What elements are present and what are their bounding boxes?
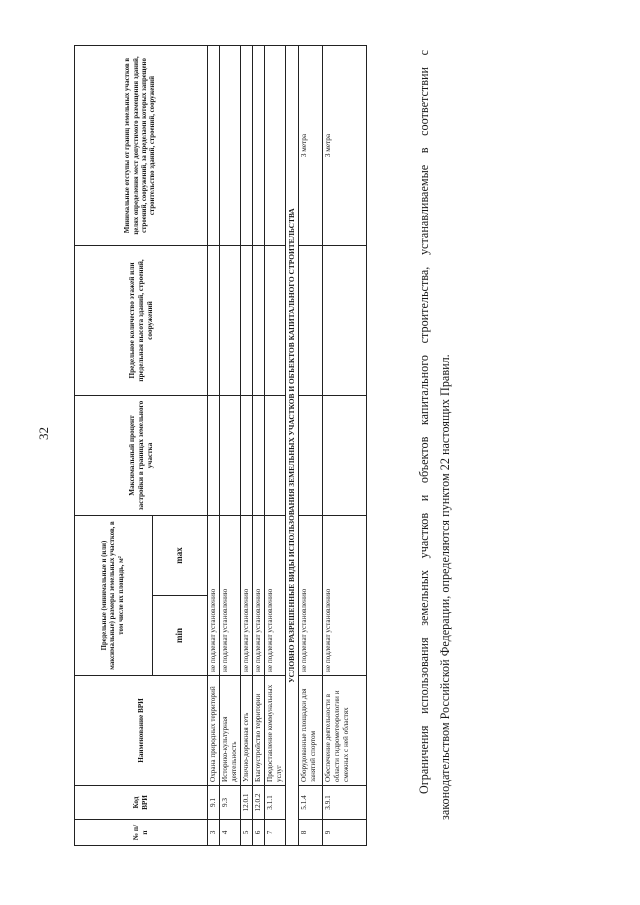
row-floors: [265, 246, 286, 396]
row-code: 9.3: [220, 786, 241, 820]
row-sizes: не подлежат установлению: [220, 516, 241, 676]
page-number: 32: [36, 427, 51, 440]
row-sizes: не подлежат установлению: [323, 516, 367, 676]
row-code: 5.1.4: [299, 786, 323, 820]
header-code: Код ВРИ: [75, 786, 208, 820]
row-setbacks: [208, 46, 220, 246]
row-percent: [241, 396, 253, 516]
row-percent: [220, 396, 241, 516]
row-floors: [299, 246, 323, 396]
row-sizes: не подлежат установлению: [265, 516, 286, 676]
row-setbacks: 3 метра: [299, 46, 323, 246]
section-row: [286, 46, 299, 846]
header-floors: Предельное количество этажей или предельная высота зданий, строений, сооружений: [75, 246, 208, 396]
row-floors: [208, 246, 220, 396]
row-code: 3.1.1: [265, 786, 286, 820]
row-floors: [253, 246, 265, 396]
table-row: [299, 46, 323, 846]
row-sizes: не подлежат установлению: [299, 516, 323, 676]
row-name: Историко-культурная деятельность: [220, 676, 241, 786]
row-sizes: не подлежат установлению: [208, 516, 220, 676]
row-name: Улично-дорожная сеть: [241, 676, 253, 786]
row-percent: [208, 396, 220, 516]
header-sizes: Предельные (минимальные и (или) максимальные) размеры земельных участков, в том числе их площадь, м²: [75, 516, 153, 676]
header-name: Наименование ВРИ: [75, 676, 208, 786]
table-row: [241, 46, 253, 846]
row-setbacks: [241, 46, 253, 246]
table-row: [220, 46, 241, 846]
table-row: [265, 46, 286, 846]
row-code: 12.0.2: [253, 786, 265, 820]
header-max: max: [153, 516, 208, 596]
row-num: 9: [323, 820, 367, 846]
row-floors: [241, 246, 253, 396]
row-floors: [323, 246, 367, 396]
row-code: 12.0.1: [241, 786, 253, 820]
row-code: 9.1: [208, 786, 220, 820]
row-num: 8: [299, 820, 323, 846]
row-num: 7: [265, 820, 286, 846]
row-name: Благоустройство территории: [253, 676, 265, 786]
row-name: Охрана природных территорий: [208, 676, 220, 786]
header-min: min: [153, 596, 208, 676]
row-num: 3: [208, 820, 220, 846]
header-percent: Максимальный процент застройки в границах земельного участка: [75, 396, 208, 516]
section-title: УСЛОВНО РАЗРЕШЕННЫЕ ВИДЫ ИСПОЛЬЗОВАНИЯ ЗЕМЕЛЬНЫХ УЧАСТКОВ И ОБЪЕКТОВ КАПИТАЛЬНОГО СТРОИТЕЛЬСТВА: [286, 46, 299, 846]
footnote-paragraph: [414, 50, 456, 820]
row-sizes: не подлежат установлению: [253, 516, 265, 676]
rotated-page: [22, 30, 622, 860]
footnote-text: Ограничения использования земельных участков и объектов капитального строительства, устанавливаемые в соответствии с законодательством Российской Федерации, определяются пунктом 22 настоящих Правил.: [417, 50, 452, 820]
row-setbacks: 3 метра: [323, 46, 367, 246]
row-num: 4: [220, 820, 241, 846]
table-row: [323, 46, 367, 846]
row-name: Обеспечение деятельности в области гидрометеорологии и смежных с ней областях: [323, 676, 367, 786]
table-row: [253, 46, 265, 846]
row-num: 5: [241, 820, 253, 846]
row-percent: [265, 396, 286, 516]
table-row: [208, 46, 220, 846]
zoning-table: [74, 45, 367, 846]
row-code: 3.9.1: [323, 786, 367, 820]
row-setbacks: [253, 46, 265, 246]
row-setbacks: [220, 46, 241, 246]
row-name: Оборудованные площадки для занятий спортом: [299, 676, 323, 786]
header-setbacks: Минимальные отступы от границ земельных участков в целях определения мест допустимого размещения зданий, строений, сооружений, за пределами которых запрещено строительство зданий, строений, сооружений: [75, 46, 208, 246]
header-num: № п/п: [75, 820, 208, 846]
row-percent: [299, 396, 323, 516]
row-setbacks: [265, 46, 286, 246]
row-num: 6: [253, 820, 265, 846]
row-sizes: не подлежат установлению: [241, 516, 253, 676]
row-percent: [253, 396, 265, 516]
table-header-row: [75, 46, 153, 846]
row-percent: [323, 396, 367, 516]
row-name: Предоставление коммунальных услуг: [265, 676, 286, 786]
row-floors: [220, 246, 241, 396]
